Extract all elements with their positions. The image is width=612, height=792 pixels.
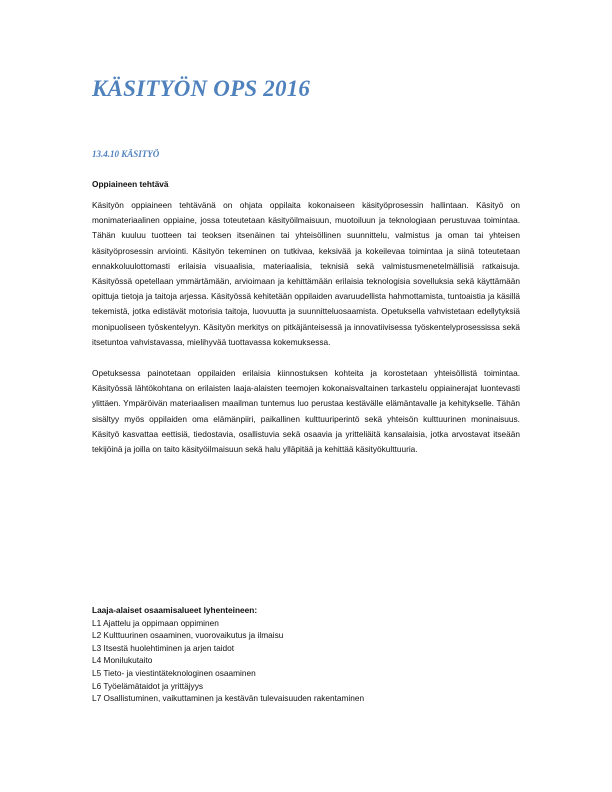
- paragraph-1: Käsityön oppiaineen tehtävänä on ohjata oppilaita kokonaiseen käsityöprosessin hallintaan. Käsityö on monimateriaalinen oppiaine, jossa toteutetaan käsityöilmaisuun, muotoiluun ja teknologiaan perustuvaa toimintaa. Tähän kuuluu tuotteen tai teoksen itsenäinen tai yhteisöllinen suunnittelu, valmistus ja oman tai yhteisen käsityöprosessin arviointi. Käsityön tekeminen on tutkivaa, keksivää ja kokeilevaa toimintaa ja siinä toteutetaan ennakkoluulottomasti erilaisia visuaalisia, materiaalisia, teknisiä sekä valmistusmenetelmällisiä ratkaisuja. Käsityössä opetellaan ymmärtämään, arvioimaan ja kehittämään erilaisia teknologisia sovelluksia sekä käyttämään opittuja tietoja ja taitoja arjessa. Käsityössä kehitetään oppilaiden avaruudellista hahmottamista, tuntoaistia ja käsillä tekemistä, jotka edistävät motorisia taitoja, luovuutta ja suunnitteluosaamista. Opetuksella vahvistetaan edellytyksiä monipuoliseen työskentelyyn. Käsityön merkitys on pitkäjänteisessä ja innovatiivisessa työskentelyprosessissa sekä itsetuntoa vahvistavassa, mielihyvää tuottavassa kokemuksessa.: [92, 200, 520, 347]
- paragraph-2: Opetuksessa painotetaan oppilaiden erilaisia kiinnostuksen kohteita ja korostetaan yhteisöllistä toimintaa. Käsityössä lähtökohtana on erilaisten laaja-alaisten teemojen kokonaisvaltainen tarkastelu oppiainerajat luontevasti ylittäen. Ympäröivän materiaalisen maailman tuntemus luo perustaa kestävälle elämäntavalle ja kehitykselle. Tähän sisältyy myös oppilaiden oma elämänpiiri, paikallinen kulttuuriperintö sekä yhteisön kulttuurinen moninaisuus. Käsityö kasvattaa eettisiä, tiedostavia, osallistuvia sekä osaavia ja yritteliäitä kansalaisia, jotka arvostavat itseään tekijöinä ja joilla on taito käsityöilmaisuun sekä halu ylläpitää ja kehittää käsityökulttuuria.: [92, 368, 520, 455]
- competence-areas: [92, 604, 364, 705]
- list-item: L2 Kulttuurinen osaaminen, vuorovaikutus ja ilmaisu: [92, 630, 284, 641]
- subheading-subject-task: Oppiaineen tehtävä: [92, 179, 169, 189]
- list-item: L7 Osallistuminen, vaikuttaminen ja kestävän tulevaisuuden rakentaminen: [92, 693, 365, 704]
- list-item: L3 Itsestä huolehtiminen ja arjen taidot: [92, 642, 235, 653]
- list-item: L6 Työelämätaidot ja yrittäjyys: [92, 680, 203, 691]
- document-title: KÄSITYÖN OPS 2016: [92, 76, 311, 101]
- list-item: L5 Tieto- ja viestintäteknologinen osaaminen: [92, 667, 256, 678]
- competence-list: [92, 617, 364, 705]
- section-heading: 13.4.10 KÄSITYÖ: [92, 149, 160, 159]
- list-item: L1 Ajattelu ja oppimaan oppiminen: [92, 617, 219, 628]
- competence-list-title: Laaja-alaiset osaamisalueet lyhenteineen:: [92, 605, 258, 615]
- list-item: L4 Monilukutaito: [92, 655, 153, 666]
